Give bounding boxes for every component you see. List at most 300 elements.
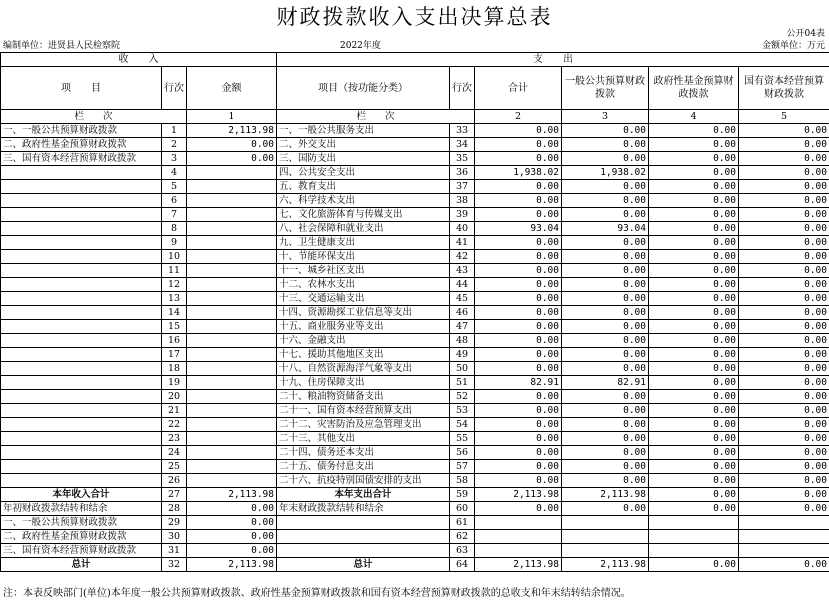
income-line-no: 12 bbox=[162, 278, 187, 292]
income-item bbox=[1, 194, 162, 208]
col-gov-fund: 政府性基金预算财政拨款 bbox=[649, 67, 739, 110]
expense-soe: 0.00 bbox=[739, 390, 829, 404]
table-row bbox=[1, 320, 829, 334]
index-amount: 1 bbox=[187, 110, 277, 124]
expense-total bbox=[475, 544, 562, 558]
expense-general: 0.00 bbox=[562, 236, 649, 250]
budget-table bbox=[0, 52, 829, 572]
expense-total: 0.00 bbox=[475, 264, 562, 278]
expense-item: 十二、农林水支出 bbox=[277, 278, 450, 292]
expense-soe: 0.00 bbox=[739, 306, 829, 320]
expense-line-no: 39 bbox=[450, 208, 475, 222]
expense-general: 0.00 bbox=[562, 446, 649, 460]
income-item bbox=[1, 180, 162, 194]
expense-line-no: 33 bbox=[450, 124, 475, 138]
expense-fund: 0.00 bbox=[649, 180, 739, 194]
income-line-no: 7 bbox=[162, 208, 187, 222]
index-total: 2 bbox=[475, 110, 562, 124]
income-amount bbox=[187, 292, 277, 306]
income-summary-label: 年初财政拨款结转和结余 bbox=[1, 502, 162, 516]
table-row bbox=[1, 334, 829, 348]
expense-soe: 0.00 bbox=[739, 474, 829, 488]
expense-general: 0.00 bbox=[562, 334, 649, 348]
income-amount: 0.00 bbox=[187, 502, 277, 516]
expense-fund bbox=[649, 516, 739, 530]
col-income-line: 行次 bbox=[162, 67, 187, 110]
expense-general: 0.00 bbox=[562, 194, 649, 208]
expense-line-no: 54 bbox=[450, 418, 475, 432]
expense-total: 0.00 bbox=[475, 194, 562, 208]
expense-fund: 0.00 bbox=[649, 334, 739, 348]
expense-fund: 0.00 bbox=[649, 152, 739, 166]
income-line-no: 9 bbox=[162, 236, 187, 250]
reporting-unit: 编制单位：进贤县人民检察院 bbox=[3, 41, 121, 51]
expense-fund: 0.00 bbox=[649, 166, 739, 180]
expense-total: 82.91 bbox=[475, 376, 562, 390]
table-row bbox=[1, 138, 829, 152]
expense-item: 十一、城乡社区支出 bbox=[277, 264, 450, 278]
income-item bbox=[1, 250, 162, 264]
income-amount bbox=[187, 376, 277, 390]
expense-line-no: 43 bbox=[450, 264, 475, 278]
income-amount bbox=[187, 278, 277, 292]
expense-fund: 0.00 bbox=[649, 376, 739, 390]
expense-soe: 0.00 bbox=[739, 460, 829, 474]
income-amount bbox=[187, 194, 277, 208]
expense-general: 0.00 bbox=[562, 362, 649, 376]
expense-line-no: 64 bbox=[450, 558, 475, 572]
income-item bbox=[1, 474, 162, 488]
expense-line-no: 44 bbox=[450, 278, 475, 292]
expense-general: 0.00 bbox=[562, 138, 649, 152]
expense-general: 0.00 bbox=[562, 432, 649, 446]
income-line-no: 4 bbox=[162, 166, 187, 180]
expense-line-no: 49 bbox=[450, 348, 475, 362]
expense-item: 四、公共安全支出 bbox=[277, 166, 450, 180]
income-amount bbox=[187, 250, 277, 264]
expense-fund: 0.00 bbox=[649, 502, 739, 516]
income-line-no: 23 bbox=[162, 432, 187, 446]
expense-general: 0.00 bbox=[562, 320, 649, 334]
expense-line-no: 37 bbox=[450, 180, 475, 194]
expense-soe: 0.00 bbox=[739, 152, 829, 166]
expense-item: 二十一、国有资本经营预算支出 bbox=[277, 404, 450, 418]
expense-line-no: 42 bbox=[450, 250, 475, 264]
income-line-no: 11 bbox=[162, 264, 187, 278]
expense-fund: 0.00 bbox=[649, 278, 739, 292]
income-item bbox=[1, 208, 162, 222]
expense-total: 0.00 bbox=[475, 250, 562, 264]
income-amount bbox=[187, 362, 277, 376]
income-line-no: 16 bbox=[162, 334, 187, 348]
expense-total: 0.00 bbox=[475, 236, 562, 250]
col-expense-line: 行次 bbox=[450, 67, 475, 110]
income-line-no: 18 bbox=[162, 362, 187, 376]
income-item bbox=[1, 446, 162, 460]
income-amount: 0.00 bbox=[187, 516, 277, 530]
income-item bbox=[1, 222, 162, 236]
income-amount: 0.00 bbox=[187, 138, 277, 152]
income-amount bbox=[187, 432, 277, 446]
income-amount bbox=[187, 180, 277, 194]
income-line-no: 10 bbox=[162, 250, 187, 264]
table-row bbox=[1, 236, 829, 250]
expense-total: 2,113.98 bbox=[475, 488, 562, 502]
expense-summary-label: 总计 bbox=[277, 558, 450, 572]
carry-row bbox=[1, 502, 829, 516]
currency-unit: 金额单位：万元 bbox=[761, 41, 825, 51]
table-row bbox=[1, 124, 829, 138]
expense-line-no: 53 bbox=[450, 404, 475, 418]
expense-line-no: 38 bbox=[450, 194, 475, 208]
expense-fund: 0.00 bbox=[649, 390, 739, 404]
income-amount bbox=[187, 390, 277, 404]
col-expense-item: 项目（按功能分类） bbox=[277, 67, 450, 110]
expense-fund: 0.00 bbox=[649, 222, 739, 236]
expense-soe: 0.00 bbox=[739, 166, 829, 180]
expense-fund bbox=[649, 544, 739, 558]
expense-general: 0.00 bbox=[562, 264, 649, 278]
expense-line-no: 41 bbox=[450, 236, 475, 250]
expense-total: 0.00 bbox=[475, 334, 562, 348]
expense-fund: 0.00 bbox=[649, 474, 739, 488]
expense-fund: 0.00 bbox=[649, 208, 739, 222]
income-amount bbox=[187, 334, 277, 348]
expense-fund: 0.00 bbox=[649, 418, 739, 432]
income-summary-label: 本年收入合计 bbox=[1, 488, 162, 502]
expense-item: 十四、资源勘探工业信息等支出 bbox=[277, 306, 450, 320]
table-row bbox=[1, 376, 829, 390]
expense-general: 0.00 bbox=[562, 208, 649, 222]
expense-line-no: 60 bbox=[450, 502, 475, 516]
income-item: 二、政府性基金预算财政拨款 bbox=[1, 530, 162, 544]
table-row bbox=[1, 348, 829, 362]
expense-item: 十、节能环保支出 bbox=[277, 250, 450, 264]
expense-fund: 0.00 bbox=[649, 488, 739, 502]
expense-total: 1,938.02 bbox=[475, 166, 562, 180]
expense-fund: 0.00 bbox=[649, 362, 739, 376]
income-line-no: 6 bbox=[162, 194, 187, 208]
income-line-no: 20 bbox=[162, 390, 187, 404]
expense-total: 0.00 bbox=[475, 138, 562, 152]
footnote: 注：本表反映部门(单位)本年度一般公共预算财政拨款、政府性基金预算财政拨款和国有资本经营预算财政拨款的总收支和年末结转结余情况。 bbox=[3, 588, 631, 599]
form-code: 公开04表 bbox=[786, 29, 825, 39]
expense-soe: 0.00 bbox=[739, 502, 829, 516]
table-row bbox=[1, 250, 829, 264]
table-row bbox=[1, 180, 829, 194]
income-line-no: 1 bbox=[162, 124, 187, 138]
income-item: 三、国有资本经营预算财政拨款 bbox=[1, 152, 162, 166]
expense-total: 2,113.98 bbox=[475, 558, 562, 572]
income-item bbox=[1, 236, 162, 250]
income-line-no: 5 bbox=[162, 180, 187, 194]
income-amount bbox=[187, 166, 277, 180]
expense-soe: 0.00 bbox=[739, 250, 829, 264]
income-amount bbox=[187, 446, 277, 460]
income-line-no: 26 bbox=[162, 474, 187, 488]
index-exp-label: 栏 次 bbox=[277, 110, 475, 124]
expense-soe: 0.00 bbox=[739, 180, 829, 194]
expense-general: 0.00 bbox=[562, 152, 649, 166]
expense-item: 十八、自然资源海洋气象等支出 bbox=[277, 362, 450, 376]
expense-soe: 0.00 bbox=[739, 208, 829, 222]
expense-item: 二十二、灾害防治及应急管理支出 bbox=[277, 418, 450, 432]
income-item bbox=[1, 460, 162, 474]
index-fund: 4 bbox=[649, 110, 739, 124]
income-line-no: 27 bbox=[162, 488, 187, 502]
income-amount bbox=[187, 222, 277, 236]
income-line-no: 14 bbox=[162, 306, 187, 320]
index-label: 栏 次 bbox=[1, 110, 187, 124]
expense-fund: 0.00 bbox=[649, 138, 739, 152]
expense-line-no: 48 bbox=[450, 334, 475, 348]
expense-soe: 0.00 bbox=[739, 418, 829, 432]
income-item bbox=[1, 278, 162, 292]
expense-soe: 0.00 bbox=[739, 222, 829, 236]
income-line-no: 28 bbox=[162, 502, 187, 516]
expense-soe: 0.00 bbox=[739, 264, 829, 278]
table-row bbox=[1, 264, 829, 278]
income-amount bbox=[187, 404, 277, 418]
income-line-no: 13 bbox=[162, 292, 187, 306]
expense-fund: 0.00 bbox=[649, 348, 739, 362]
income-amount bbox=[187, 474, 277, 488]
expense-item: 十三、交通运输支出 bbox=[277, 292, 450, 306]
income-item: 二、政府性基金预算财政拨款 bbox=[1, 138, 162, 152]
expense-total: 0.00 bbox=[475, 446, 562, 460]
expense-fund: 0.00 bbox=[649, 236, 739, 250]
income-line-no: 15 bbox=[162, 320, 187, 334]
expense-item: 十九、住房保障支出 bbox=[277, 376, 450, 390]
expense-general: 93.04 bbox=[562, 222, 649, 236]
income-item bbox=[1, 264, 162, 278]
table-row bbox=[1, 390, 829, 404]
expense-item: 二、外交支出 bbox=[277, 138, 450, 152]
table-row bbox=[1, 194, 829, 208]
income-item bbox=[1, 376, 162, 390]
table-row bbox=[1, 306, 829, 320]
expense-item: 十五、商业服务业等支出 bbox=[277, 320, 450, 334]
expense-item: 六、科学技术支出 bbox=[277, 194, 450, 208]
expense-fund: 0.00 bbox=[649, 558, 739, 572]
expense-general bbox=[562, 544, 649, 558]
expense-fund: 0.00 bbox=[649, 264, 739, 278]
expense-line-no: 50 bbox=[450, 362, 475, 376]
income-item bbox=[1, 390, 162, 404]
income-line-no: 22 bbox=[162, 418, 187, 432]
expense-fund: 0.00 bbox=[649, 292, 739, 306]
table-row bbox=[1, 152, 829, 166]
income-summary-label: 总计 bbox=[1, 558, 162, 572]
col-income-amount: 金额 bbox=[187, 67, 277, 110]
expense-line-no: 34 bbox=[450, 138, 475, 152]
expense-general: 2,113.98 bbox=[562, 558, 649, 572]
expense-soe: 0.00 bbox=[739, 488, 829, 502]
expense-summary-label: 年末财政拨款结转和结余 bbox=[277, 502, 450, 516]
expense-item: 八、社会保障和就业支出 bbox=[277, 222, 450, 236]
expense-general: 0.00 bbox=[562, 292, 649, 306]
table-row bbox=[1, 292, 829, 306]
expense-item bbox=[277, 544, 450, 558]
expense-soe: 0.00 bbox=[739, 138, 829, 152]
income-line-no: 21 bbox=[162, 404, 187, 418]
expense-total: 0.00 bbox=[475, 278, 562, 292]
expense-group-header: 支 出 bbox=[277, 53, 829, 67]
expense-item bbox=[277, 530, 450, 544]
income-item bbox=[1, 432, 162, 446]
income-item bbox=[1, 306, 162, 320]
income-item bbox=[1, 166, 162, 180]
income-amount: 2,113.98 bbox=[187, 124, 277, 138]
expense-general bbox=[562, 530, 649, 544]
expense-total: 0.00 bbox=[475, 418, 562, 432]
fiscal-year: 2022年度 bbox=[340, 41, 381, 51]
expense-item: 一、一般公共服务支出 bbox=[277, 124, 450, 138]
expense-general: 0.00 bbox=[562, 348, 649, 362]
table-row bbox=[1, 278, 829, 292]
expense-general: 0.00 bbox=[562, 250, 649, 264]
expense-item: 九、卫生健康支出 bbox=[277, 236, 450, 250]
expense-total: 0.00 bbox=[475, 180, 562, 194]
column-index-row bbox=[1, 110, 829, 124]
income-amount: 0.00 bbox=[187, 152, 277, 166]
column-header-row bbox=[1, 67, 829, 110]
income-item bbox=[1, 418, 162, 432]
expense-line-no: 46 bbox=[450, 306, 475, 320]
income-line-no: 32 bbox=[162, 558, 187, 572]
income-amount bbox=[187, 306, 277, 320]
col-income-item: 项 目 bbox=[1, 67, 162, 110]
income-line-no: 2 bbox=[162, 138, 187, 152]
expense-summary-label: 本年支出合计 bbox=[277, 488, 450, 502]
expense-item: 二十三、其他支出 bbox=[277, 432, 450, 446]
table-row bbox=[1, 208, 829, 222]
expense-total: 0.00 bbox=[475, 208, 562, 222]
income-amount bbox=[187, 348, 277, 362]
expense-soe bbox=[739, 544, 829, 558]
subtotal-row bbox=[1, 488, 829, 502]
expense-soe: 0.00 bbox=[739, 362, 829, 376]
expense-line-no: 57 bbox=[450, 460, 475, 474]
income-line-no: 25 bbox=[162, 460, 187, 474]
income-amount bbox=[187, 418, 277, 432]
expense-fund: 0.00 bbox=[649, 320, 739, 334]
table-row bbox=[1, 460, 829, 474]
carry-detail-row bbox=[1, 544, 829, 558]
income-amount: 0.00 bbox=[187, 544, 277, 558]
income-line-no: 8 bbox=[162, 222, 187, 236]
col-general-budget: 一般公共预算财政拨款 bbox=[562, 67, 649, 110]
expense-general bbox=[562, 516, 649, 530]
expense-total: 0.00 bbox=[475, 124, 562, 138]
table-row bbox=[1, 362, 829, 376]
income-amount: 2,113.98 bbox=[187, 558, 277, 572]
income-item: 一、一般公共预算财政拨款 bbox=[1, 124, 162, 138]
expense-soe: 0.00 bbox=[739, 292, 829, 306]
expense-total: 0.00 bbox=[475, 474, 562, 488]
income-amount bbox=[187, 460, 277, 474]
grand-total-row bbox=[1, 558, 829, 572]
income-item bbox=[1, 362, 162, 376]
expense-general: 0.00 bbox=[562, 180, 649, 194]
income-item bbox=[1, 348, 162, 362]
income-amount bbox=[187, 264, 277, 278]
expense-general: 1,938.02 bbox=[562, 166, 649, 180]
table-row bbox=[1, 418, 829, 432]
income-item: 一、一般公共预算财政拨款 bbox=[1, 516, 162, 530]
income-item bbox=[1, 292, 162, 306]
expense-soe: 0.00 bbox=[739, 334, 829, 348]
expense-line-no: 59 bbox=[450, 488, 475, 502]
table-row bbox=[1, 404, 829, 418]
table-row bbox=[1, 166, 829, 180]
expense-item: 三、国防支出 bbox=[277, 152, 450, 166]
expense-fund: 0.00 bbox=[649, 250, 739, 264]
expense-total: 0.00 bbox=[475, 348, 562, 362]
index-general: 3 bbox=[562, 110, 649, 124]
expense-general: 2,113.98 bbox=[562, 488, 649, 502]
expense-line-no: 51 bbox=[450, 376, 475, 390]
expense-general: 0.00 bbox=[562, 474, 649, 488]
expense-general: 0.00 bbox=[562, 404, 649, 418]
expense-total: 0.00 bbox=[475, 502, 562, 516]
expense-total bbox=[475, 516, 562, 530]
income-line-no: 31 bbox=[162, 544, 187, 558]
expense-item: 十六、金融支出 bbox=[277, 334, 450, 348]
expense-fund: 0.00 bbox=[649, 124, 739, 138]
expense-soe: 0.00 bbox=[739, 320, 829, 334]
expense-general: 0.00 bbox=[562, 460, 649, 474]
carry-detail-row bbox=[1, 516, 829, 530]
expense-total: 0.00 bbox=[475, 460, 562, 474]
expense-fund: 0.00 bbox=[649, 194, 739, 208]
expense-soe: 0.00 bbox=[739, 558, 829, 572]
col-total: 合计 bbox=[475, 67, 562, 110]
expense-soe bbox=[739, 530, 829, 544]
expense-fund: 0.00 bbox=[649, 306, 739, 320]
expense-soe: 0.00 bbox=[739, 124, 829, 138]
expense-total: 0.00 bbox=[475, 404, 562, 418]
expense-total bbox=[475, 530, 562, 544]
income-line-no: 30 bbox=[162, 530, 187, 544]
expense-soe: 0.00 bbox=[739, 446, 829, 460]
expense-line-no: 47 bbox=[450, 320, 475, 334]
expense-item: 五、教育支出 bbox=[277, 180, 450, 194]
table-row bbox=[1, 474, 829, 488]
expense-item bbox=[277, 516, 450, 530]
expense-total: 0.00 bbox=[475, 362, 562, 376]
expense-total: 0.00 bbox=[475, 432, 562, 446]
expense-general: 0.00 bbox=[562, 418, 649, 432]
table-row bbox=[1, 446, 829, 460]
expense-item: 二十四、债务还本支出 bbox=[277, 446, 450, 460]
expense-soe: 0.00 bbox=[739, 432, 829, 446]
expense-general: 82.91 bbox=[562, 376, 649, 390]
income-amount: 2,113.98 bbox=[187, 488, 277, 502]
expense-soe bbox=[739, 516, 829, 530]
expense-fund: 0.00 bbox=[649, 460, 739, 474]
expense-line-no: 56 bbox=[450, 446, 475, 460]
expense-soe: 0.00 bbox=[739, 404, 829, 418]
expense-line-no: 63 bbox=[450, 544, 475, 558]
expense-item: 二十、粮油物资储备支出 bbox=[277, 390, 450, 404]
income-line-no: 29 bbox=[162, 516, 187, 530]
income-group-header: 收 入 bbox=[1, 53, 277, 67]
expense-fund: 0.00 bbox=[649, 404, 739, 418]
group-header-row bbox=[1, 53, 829, 67]
expense-item: 二十六、抗疫特别国债安排的支出 bbox=[277, 474, 450, 488]
income-amount bbox=[187, 320, 277, 334]
